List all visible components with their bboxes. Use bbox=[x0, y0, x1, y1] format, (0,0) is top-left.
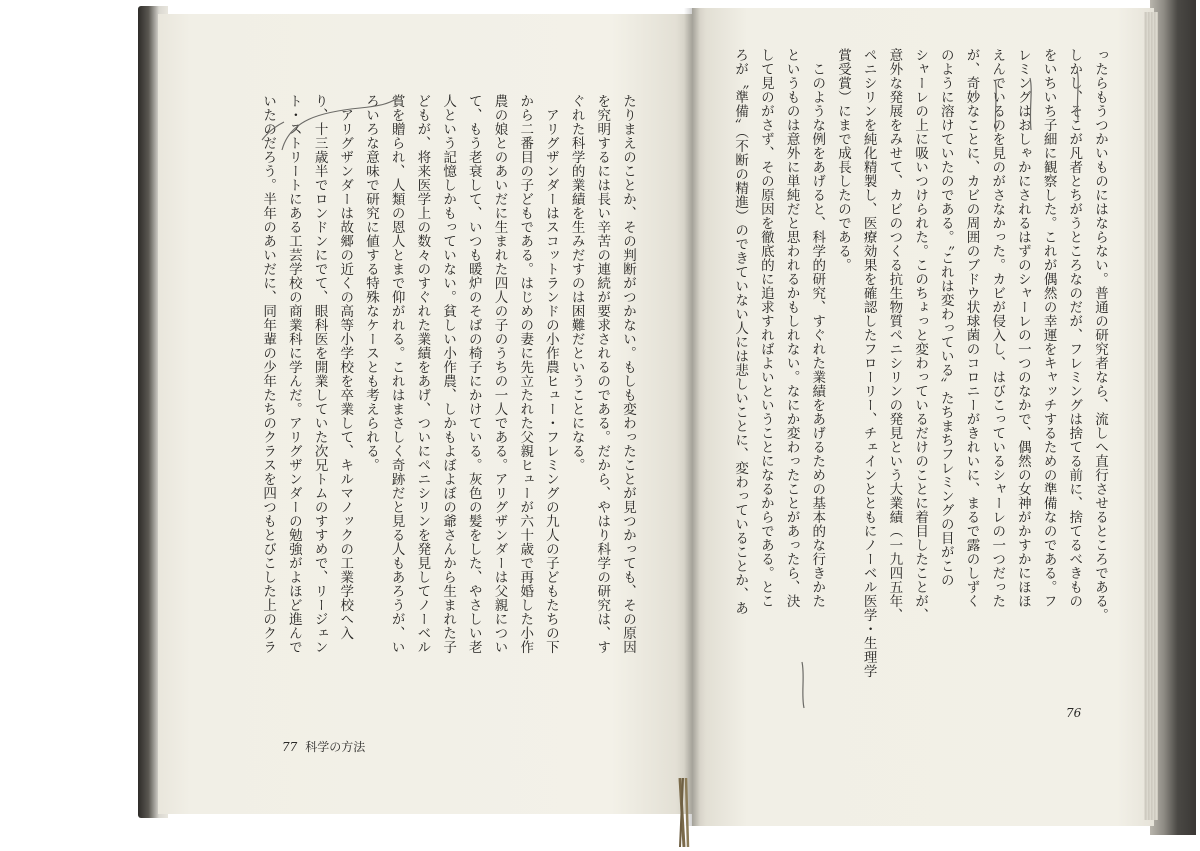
right-page-line: レミングはおしゃかにされるはずのシャーレの一つのなかで、偶然の女神がかすかにほほ bbox=[1014, 48, 1031, 608]
bookmark-ribbon bbox=[674, 778, 696, 847]
left-page-body bbox=[248, 94, 640, 728]
left-page-number: 77 bbox=[282, 740, 298, 754]
left-page-line: ト・ストリートにある工芸学校の商業科に学んだ。アリグザンダーの勉強がよほど進んで bbox=[285, 94, 302, 654]
left-page-line: アリグザンダーは故郷の近くの高等小学校を卒業して、キルマノックの工業学校へ入 bbox=[337, 94, 354, 640]
right-page-line: というものは意外に単純だと思われるかもしれない。なにか変わったことがあったら、決 bbox=[783, 48, 800, 608]
left-page-line: て、もう老衰して、いつも暖炉のそばの椅子にかけている。灰色の髪をした、やさしい老 bbox=[465, 94, 482, 654]
right-page-line: が、奇妙なことに、カビの周囲のブドウ状球菌のコロニーがきれいに、まるで露のしずく bbox=[963, 48, 980, 608]
left-page-line: どもが、将来医学上の数々のすぐれた業績をあげ、ついにペニシリンを発見してノーベル bbox=[414, 94, 431, 654]
running-title: 科学の方法 bbox=[305, 740, 366, 754]
right-page-line: のように溶けていたのである。〝これは変わっている〟たちまちフレミングの目がこの bbox=[937, 48, 954, 588]
page-edges bbox=[1144, 12, 1158, 820]
right-page-line: このような例をあげると、科学的研究、すぐれた業績をあげるための基本的な行きかた bbox=[809, 48, 826, 608]
right-page-body bbox=[715, 48, 1112, 708]
left-page-line: ろいろな意味で研究に値する特殊なケースとも考えられる。 bbox=[362, 94, 379, 472]
right-page-line: をいちいち子細に観察した。これが偶然の幸運をキャッチするための準備なのである。フ bbox=[1040, 48, 1057, 608]
left-page-line: たりまえのことか、その判断がつかない。もしも変わったことが見つかっても、その原因 bbox=[620, 94, 636, 654]
right-page-line: して見のがさず、その原因を徹底的に追求すればよいということになるからである。とこ bbox=[757, 48, 774, 608]
left-page-line: から二番目の子どもである。はじめの妻に先立たれた父親ヒューが六十歳で再婚した小作 bbox=[517, 94, 534, 654]
right-page-line: ったらもうつかいものにはならない。普通の研究者なら、流しへ直行させるところである。 bbox=[1092, 48, 1108, 622]
left-page-line: 賞を贈られ、人類の恩人とまで仰がれる。これはまさしく奇跡だと見る人もあろうが、い bbox=[388, 94, 405, 654]
left-page-line: を究明するには長い辛苦の連続が要求されるのである。だから、やはり科学の研究は、す bbox=[594, 94, 611, 654]
right-page-line: ペニシリンを純化精製し、医療効果を確認したフローリー、チェインとともにノーベル医学・生理学 bbox=[860, 48, 877, 678]
left-page-footer bbox=[282, 738, 365, 755]
left-page-line: 人という記憶しかもっていない。貧しい小作農、しかもよぼよぼの爺さんから生まれた子 bbox=[440, 94, 457, 654]
right-page-line: しかし、そこが凡者とちがうところなのだが、フレミングは捨てる前に、捨てるべきもの bbox=[1066, 48, 1083, 608]
right-page-number: 76 bbox=[1066, 706, 1082, 720]
right-page-line: 賞受賞）にまで成長したのである。 bbox=[834, 48, 851, 272]
left-page-line: アリグザンダーはスコットランドの小作農ヒュー・フレミングの九人の子どもたちの下 bbox=[542, 94, 559, 654]
book-gutter bbox=[684, 8, 700, 826]
left-page-line: り、十三歳半でロンドンにでて、眼科医を開業していた次兄トムのすすめで、リージェン bbox=[311, 94, 328, 654]
right-page-line: えんでいるのを見のがさなかった。カビが侵入し、はびこっているシャーレの一つだった bbox=[989, 48, 1006, 608]
left-page-line: ぐれた科学的業績を生みだすのは困難だということになる。 bbox=[568, 94, 585, 472]
left-page-line: いたのだろう。半年のあいだに、同年輩の少年たちのクラスを四つもとびこした上のクラ bbox=[260, 94, 277, 654]
right-page-line: シャーレの上に吸いつけられた。このちょっと変わっているだけのことに着目したことが、 bbox=[912, 48, 929, 622]
right-page-line: ろが〝準備〟（不断の精進）のできていない人には悲しいことに、変わっていることか、あ bbox=[732, 48, 749, 616]
right-page-line: 意外な発展をみせて、カビのつくる抗生物質ペニシリンの発見という大業績（一九四五年、 bbox=[886, 48, 903, 622]
left-page-line: 農の娘とのあいだに生まれた四人の子のうちの一人である。アリグザンダーは父親につい bbox=[491, 94, 508, 654]
